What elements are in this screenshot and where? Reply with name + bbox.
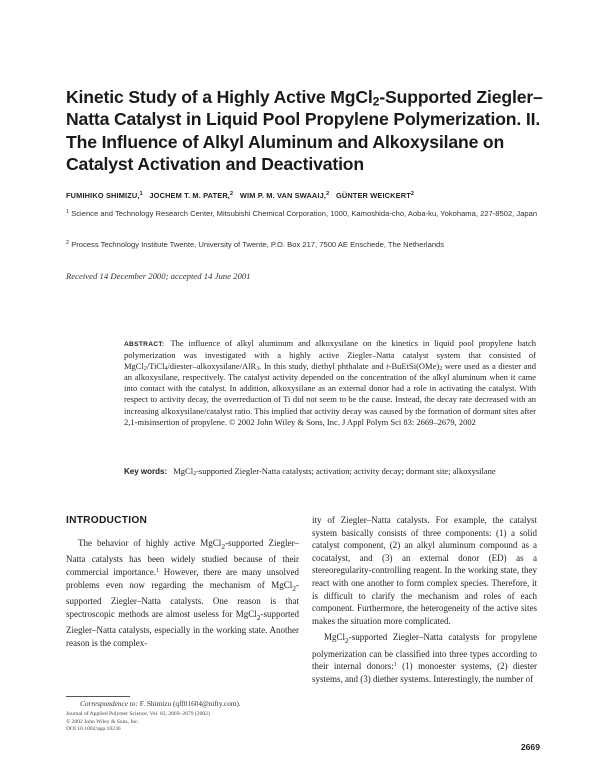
author: FUMIHIKO SHIMIZU,$^1$ [66, 191, 143, 200]
abstract: ABSTRACT: The influence of alkyl aluminum and alkoxysilane on the kinetics in liquid pool propylene batch polymerization was investigated with a highly active Ziegler–Natta catalyst system that consisted of MgCl$_2$/TiCl$_4$/diester–alkoxysilane/AlR$_3$. In this study, diethyl phthalate and $t-BuEtSi(OMe)_2$ were used as a diester and an alkoxysilane, respectively. The catalyst activity depended on the concentration of the alkyl aluminum when it came into contact with the catalyst. In addition, alkoxysilane as an external donor had a role in activating the catalyst. With respect to activity decay, the overreduction of Ti did not seem to be the cause. Instead, the decay rate decreased with an increasing alkoxysilane/catalyst ratio. This implied that activity decay was caused by the formation of dormant sites after 2,1-misinsertion of propylene. © 2002 John Wiley & Sons, Inc. J Appl Polym Sci 83: 2669–2679, 2002 [124, 338, 536, 427]
affiliation-1: $^1$ Science and Technology Research Center, Mitsubishi Chemical Corporation, 1000, Kamoshida-cho, Aoba-ku, Yokohama, 227-8502, Japan [66, 209, 538, 218]
keywords-label: Key words: [124, 467, 168, 476]
paragraph: The behavior of highly active MgCl$_2$-supported Ziegler–Natta catalysts has been widely studied because of their commercial importance.$^1$ However, there are many unsolved problems even now regarding the mechanism of MgCl$_2$-supported Ziegler–Natta catalysts. One reason is that spectroscopic methods are almost useless for MgCl$_2$-supported Ziegler–Natta catalysts, especially in the working state. Another reason is the complex- [66, 538, 300, 648]
author-list [66, 191, 546, 200]
received-dates: Received 14 December 2000; accepted 14 June 2001 [66, 271, 251, 281]
author: WIM P. M. VAN SWAAIJ,$^2$ [239, 191, 330, 200]
journal-citation: Journal of Applied Polymer Science, Vol. 83, 2669–2679 (2002) [66, 711, 210, 717]
paragraph: MgCl$_2$-supported Ziegler–Natta catalysts for propylene polymerization can be classified into three types according to their internal donors:$^1$ (1) monoester systems, (2) diester systems, and (3) diether systems. Interestingly, the number of [312, 632, 537, 684]
author: JOCHEM T. M. PATER,$^2$ [149, 191, 234, 200]
section-heading-introduction: INTRODUCTION [66, 515, 148, 526]
body-column-left [66, 537, 299, 649]
article-title: Kinetic Study of a Highly Active MgCl$_2$-Supported Ziegler–Natta Catalyst in Liquid Pool Propylene Polymerization. II. The Influence of Alkyl Aluminum and Alkoxysilane on Catalyst Activation and Deactivation [66, 87, 543, 175]
affiliation-2: $^2$ Process Technology Institute Twente, University of Twente, P.O. Box 217, 7500 AE Enschede, The Netherlands [66, 240, 445, 249]
paragraph: ity of Ziegler–Natta catalysts. For example, the catalyst system basically consists of three components: (1) a solid catalyst component, (2) an alkyl aluminum compound as a cocatalyst, and (3) an external donor (ED) as a stereoregularity-controlling reagent. In the working state, they react with one another to form complex species. Therefore, it is difficult to clarify the mechanism and roles of each component. Furthermore, the heterogeneity of the active sites makes the situation more complicated. [312, 515, 537, 626]
keywords: Key words: MgCl$_2$-supported Ziegler-Natta catalysts; activation; activity decay; dormant site; alkoxysilane [124, 466, 496, 478]
footnote-divider [66, 696, 130, 697]
page-number: 2669 [520, 742, 540, 752]
correspondence-note: Correspondence to: F. Shimizu (qff01604@nifty.com). [80, 699, 241, 708]
copyright: © 2002 John Wiley & Sons, Inc. [66, 718, 139, 725]
author: GÜNTER WEICKERT$^2$ [335, 191, 415, 200]
doi: DOI 10.1002/app.10236 [66, 726, 121, 733]
journal-metadata [66, 711, 306, 734]
body-column-right [312, 514, 537, 686]
abstract-label: ABSTRACT: [124, 341, 165, 348]
